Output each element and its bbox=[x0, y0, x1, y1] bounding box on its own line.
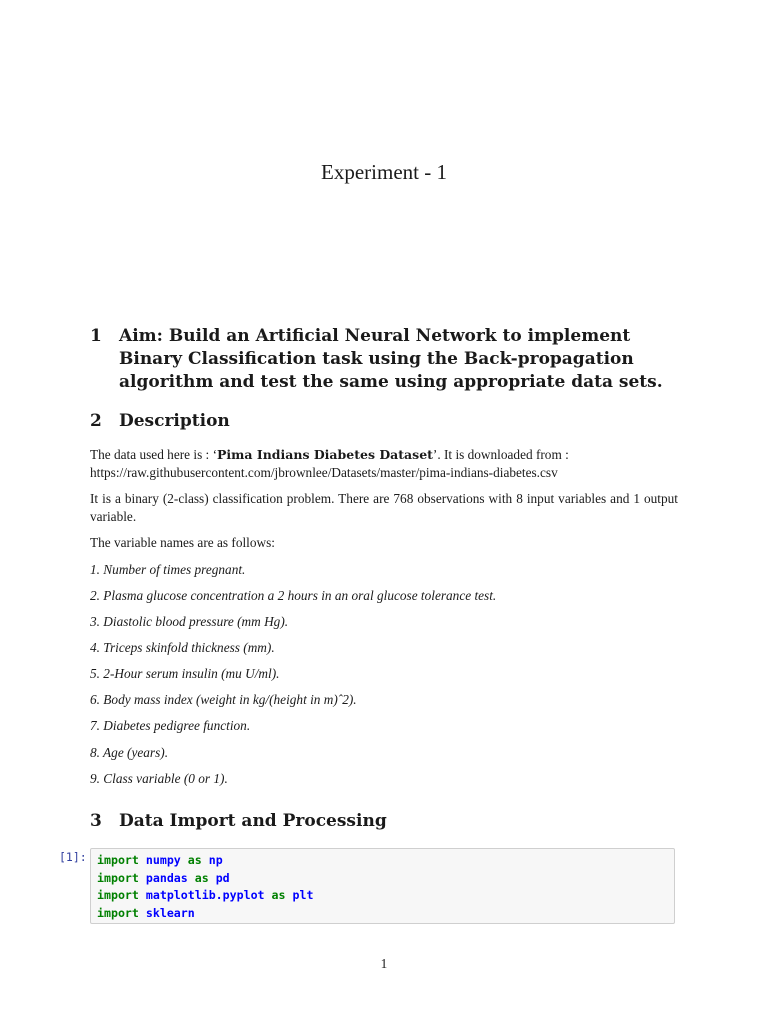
list-item: 5. 2-Hour serum insulin (mu U/ml). bbox=[90, 666, 280, 681]
dataset-url: https://raw.githubusercontent.com/jbrownlee/Datasets/master/pima-indians-diabetes.csv bbox=[90, 465, 558, 480]
module-name: numpy bbox=[145, 853, 181, 867]
keyword: as bbox=[194, 870, 209, 885]
problem-paragraph: It is a binary (2-class) classification problem. There are 768 observations with 8 input variables and 1 output variable. bbox=[90, 491, 678, 524]
module-name: matplotlib.pyplot bbox=[145, 888, 265, 902]
cell-prompt: [1]: bbox=[59, 850, 87, 864]
module-name: pandas bbox=[145, 870, 188, 885]
section-title: Aim: Build an Artificial Neural Network to implement Binary Classification task using the Back-propagation algorithm and test the same using appropriate data sets. bbox=[119, 326, 663, 392]
page-number: 1 bbox=[380, 956, 388, 971]
code-line bbox=[97, 870, 668, 888]
section-title: Description bbox=[119, 411, 230, 431]
list-item: 9. Class variable (0 or 1). bbox=[90, 771, 228, 786]
section-data-import-heading bbox=[90, 810, 685, 833]
section-title: Data Import and Processing bbox=[119, 811, 387, 831]
variables-intro: The variable names are as follows: bbox=[90, 535, 275, 550]
keyword: import bbox=[97, 888, 139, 902]
code-cell[interactable] bbox=[90, 848, 675, 924]
keyword: as bbox=[271, 888, 286, 902]
dataset-name: Pima Indians Diabetes Dataset bbox=[217, 447, 433, 462]
module-alias: np bbox=[208, 853, 223, 867]
list-item: 7. Diabetes pedigree function. bbox=[90, 718, 251, 733]
code-line bbox=[97, 887, 668, 905]
keyword: import bbox=[97, 870, 139, 885]
keyword: import bbox=[97, 905, 139, 920]
list-item: 1. Number of times pregnant. bbox=[90, 562, 246, 577]
document-title: Experiment - 1 bbox=[321, 160, 447, 184]
keyword: import bbox=[97, 853, 139, 867]
list-item: 4. Triceps skinfold thickness (mm). bbox=[90, 640, 275, 655]
module-alias: pd bbox=[215, 870, 230, 885]
section-description-heading bbox=[90, 410, 685, 433]
section-number: 2 bbox=[90, 411, 102, 431]
list-item: 3. Diastolic blood pressure (mm Hg). bbox=[90, 614, 289, 629]
section-aim-heading bbox=[90, 325, 685, 394]
code-line bbox=[97, 852, 668, 870]
list-item: 2. Plasma glucose concentration a 2 hours in an oral glucose tolerance test. bbox=[90, 588, 497, 603]
keyword: as bbox=[187, 853, 202, 867]
section-number: 1 bbox=[90, 326, 102, 346]
code-line bbox=[97, 905, 668, 923]
module-alias: plt bbox=[292, 888, 314, 902]
section-number: 3 bbox=[90, 811, 102, 831]
dataset-paragraph bbox=[90, 446, 678, 482]
list-item: 8. Age (years). bbox=[90, 745, 169, 760]
dataset-source-text: ’. It is downloaded from : bbox=[432, 447, 569, 462]
module-name: sklearn bbox=[145, 905, 195, 920]
list-item: 6. Body mass index (weight in kg/(height in m)ˆ2). bbox=[90, 692, 357, 707]
dataset-intro-text: The data used here is : ‘ bbox=[90, 447, 218, 462]
